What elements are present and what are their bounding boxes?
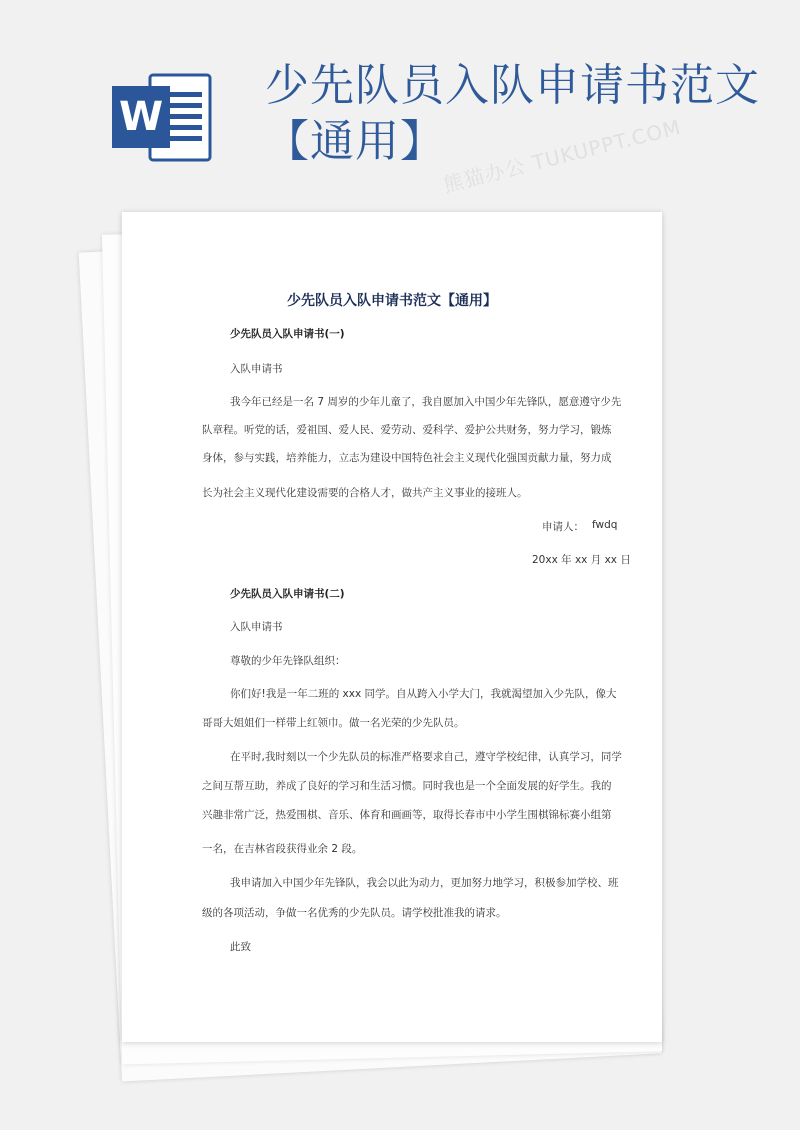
paragraph-line: 之间互帮互助，养成了良好的学习和生活习惯。同时我也是一个全面发展的好学生。我的 [202,780,612,792]
paragraph-line: 入队申请书 [230,363,283,375]
paragraph-line: 兴趣非常广泛，热爱围棋、音乐、体育和画画等，取得长春市中小学生围棋锦标赛小组第 [202,809,612,821]
sign-date: 20xx 年 xx 月 xx 日 [532,554,631,566]
paragraph-line: 级的各项活动，争做一名优秀的少先队员。请学校批准我的请求。 [202,907,507,919]
banner [0,0,800,200]
watermark: 熊猫办公 TUKUPPT.COM [441,114,684,198]
paragraph-line: 一名，在吉林省段获得业余 2 段。 [202,843,363,855]
applicant-label: 申请人： [542,521,584,533]
paragraph-line: 我今年已经是一名 7 周岁的少年儿童了，我自愿加入中国少年先锋队，愿意遵守少先 [230,396,622,408]
closing-line: 此致 [230,941,251,953]
section-heading: 少先队员入队申请书(一) [230,328,345,340]
paragraph-line: 你们好!我是一年二班的 xxx 同学。自从跨入小学大门，我就渴望加入少先队，像大 [230,688,617,700]
word-icon-letter: W [118,94,164,140]
paragraph-line: 队章程。听党的话，爱祖国、爱人民、爱劳动、爱科学、爱护公共财务，努力学习，锻炼 [202,424,612,436]
banner-title: 少先队员入队申请书范文【通用】 [265,60,760,167]
document-page [122,212,662,1042]
paragraph-line: 在平时,我时刻以一个少先队员的标准严格要求自己，遵守学校纪律，认真学习，同学 [230,751,622,763]
paragraph-line: 入队申请书 [230,621,283,633]
document-title: 少先队员入队申请书范文【通用】 [287,293,497,309]
applicant-name: fwdq [592,519,618,531]
paragraph-line: 身体，参与实践，培养能力，立志为建设中国特色社会主义现代化强国贡献力量，努力成 [202,452,612,464]
paragraph-line: 尊敬的少年先锋队组织： [230,655,346,667]
paragraph-line: 我申请加入中国少年先锋队，我会以此为动力，更加努力地学习，积极参加学校、班 [230,877,619,889]
paragraph-line: 哥哥大姐姐们一样带上红领巾。做一名光荣的少先队员。 [202,717,465,729]
section-heading: 少先队员入队申请书(二) [230,588,345,600]
word-document-icon [112,70,212,165]
paragraph-line: 长为社会主义现代化建设需要的合格人才，做共产主义事业的接班人。 [202,487,528,499]
